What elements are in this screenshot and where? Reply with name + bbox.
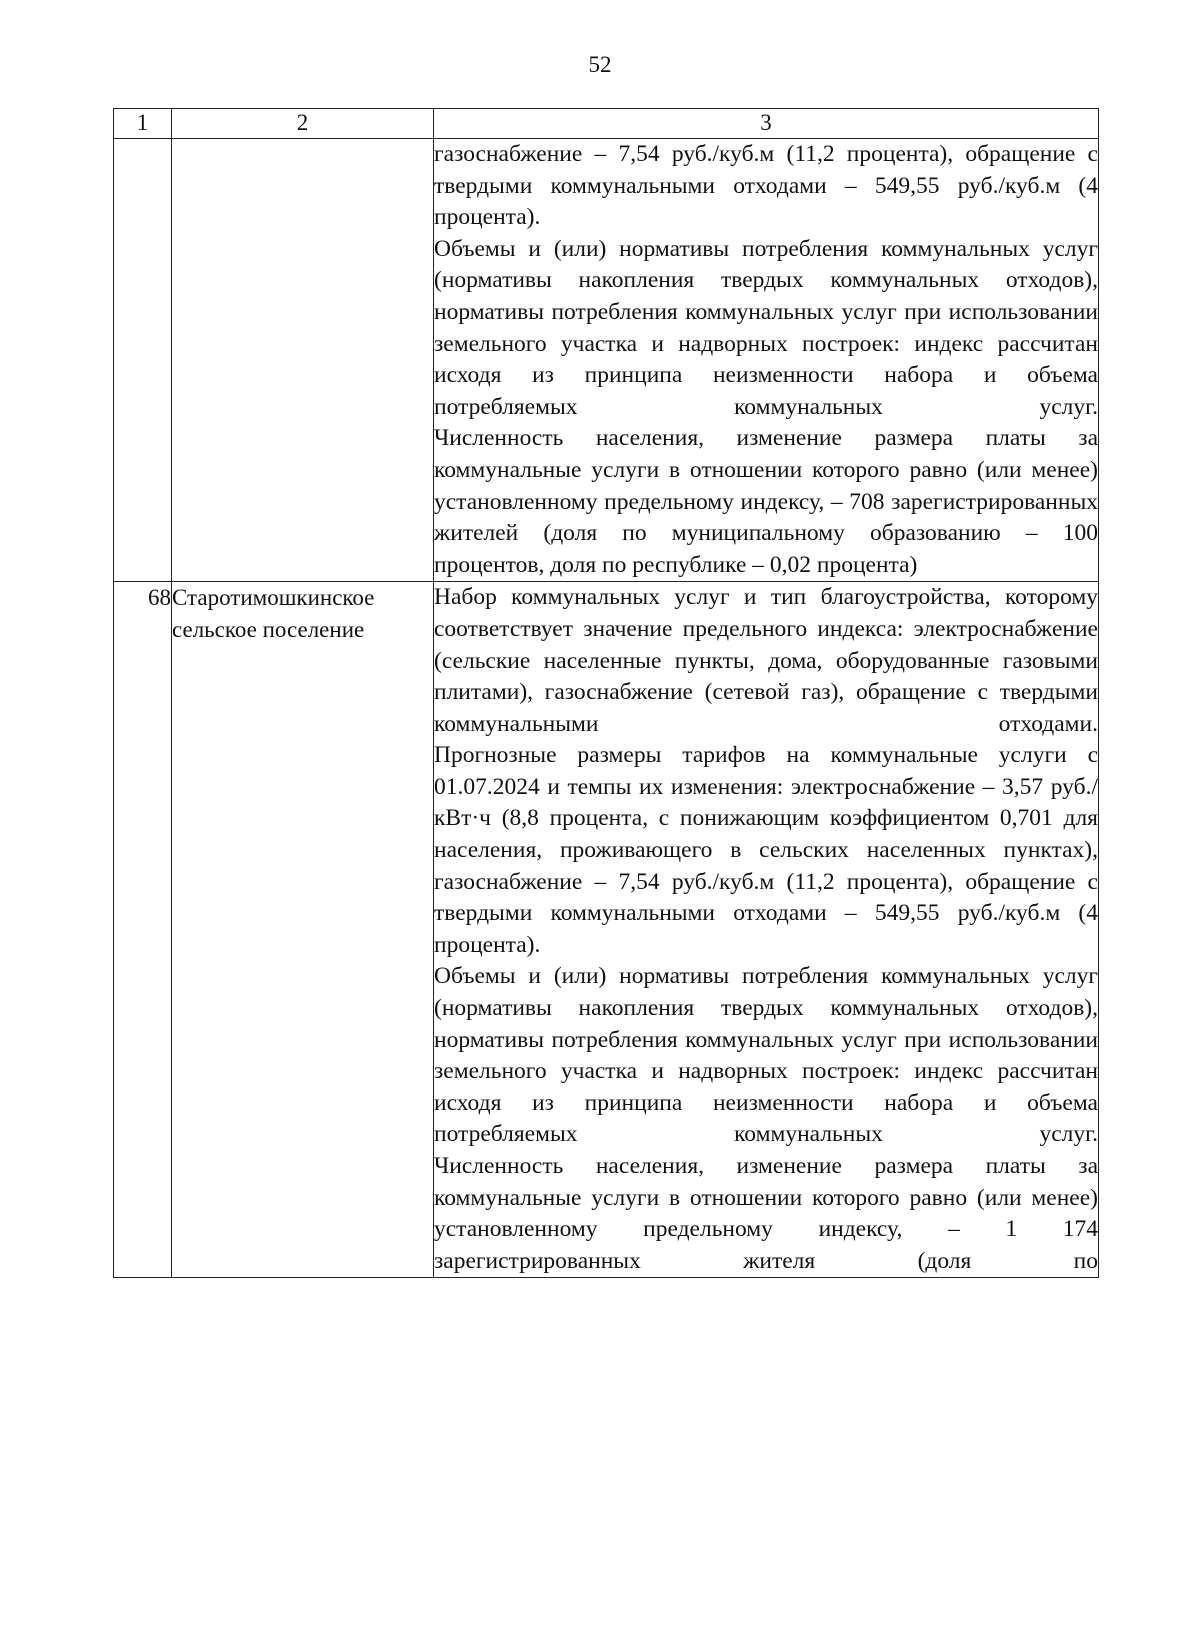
table-header-row <box>114 109 1099 139</box>
column-header-name: 2 <box>172 109 434 139</box>
paragraph: Объемы и (или) нормативы потребления коммунальных услуг (нормативы накопления твердых коммунальных отходов), нормативы потребления коммунальных услуг при использовании земельного участка и надворных построек: индекс рассчитан исходя из принципа неизменности набора и объема потребляемых коммунальных услуг. <box>434 235 1098 420</box>
settlement-name <box>172 139 434 582</box>
paragraph: Объемы и (или) нормативы потребления коммунальных услуг (нормативы накопления твердых коммунальных отходов), нормативы потребления коммунальных услуг при использовании земельного участка и надворных построек: индекс рассчитан исходя из принципа неизменности набора и объема потребляемых коммунальных услуг. <box>434 963 1098 1148</box>
document-table <box>113 108 1099 1278</box>
paragraph: Численность населения, изменение размера платы за коммунальные услуги в отношении которого равно (или менее) установленному предельному индексу, – 1 174 зарегистрированных жителя (доля по <box>434 1153 1098 1274</box>
column-header-number: 1 <box>114 109 172 139</box>
table-row <box>114 582 1099 1278</box>
row-number <box>114 139 172 582</box>
paragraph: Прогнозные размеры тарифов на коммунальные услуги с 01.07.2024 и темпы их изменения: электроснабжение – 3,57 руб./кВт·ч (8,8 процента, с понижающим коэффициентом 0,701 для населения, проживающего в сельских населенных пунктах), газоснабжение – 7,54 руб./куб.м (11,2 процента), обращение с твердыми коммунальными отходами – 549,55 руб./куб.м (4 процента). <box>434 742 1098 958</box>
paragraph: Набор коммунальных услуг и тип благоустройства, которому соответствует значение предельного индекса: электроснабжение (сельские населенные пункты, дома, оборудованные газовыми плитами), газоснабжение (сетевой газ), обращение с твердыми коммунальными отходами. <box>434 584 1098 737</box>
paragraph: Численность населения, изменение размера платы за коммунальные услуги в отношении которого равно (или менее) установленному предельному индексу, – 708 зарегистрированных жителей (доля по муниципальному образованию – 100 процентов, доля по республике – 0,02 процента) <box>434 425 1098 578</box>
row-description <box>434 582 1099 1278</box>
page-number: 52 <box>588 52 612 77</box>
settlement-name: Старотимошкинское сельское поселение <box>172 582 434 1278</box>
row-number: 68 <box>114 582 172 1278</box>
table-row <box>114 139 1099 582</box>
column-header-description: 3 <box>434 109 1099 139</box>
paragraph: газоснабжение – 7,54 руб./куб.м (11,2 процента), обращение с твердыми коммунальными отходами – 549,55 руб./куб.м (4 процента). <box>434 141 1098 231</box>
row-description <box>434 139 1099 582</box>
